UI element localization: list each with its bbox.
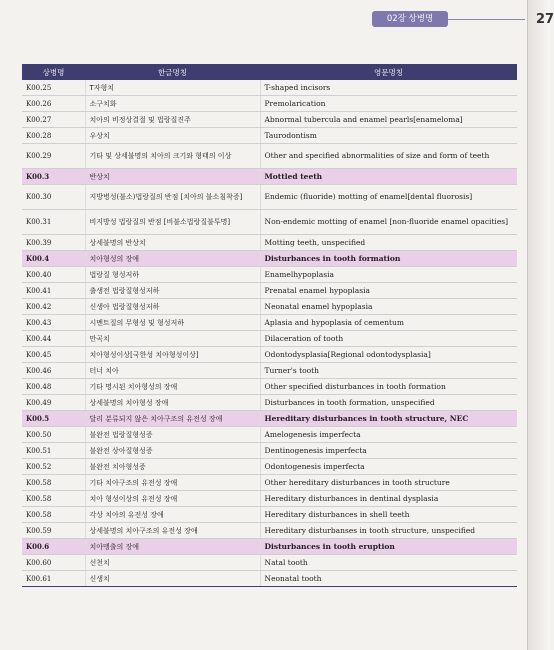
cell-korean-name: 치아의 비정상결절 및 법랑질진주 bbox=[85, 112, 260, 128]
table-row bbox=[22, 571, 517, 587]
cell-english-name: Taurodontism bbox=[260, 128, 517, 144]
cell-english-name: Neonatal tooth bbox=[260, 571, 517, 587]
cell-korean-name: 법랑질 형성저하 bbox=[85, 267, 260, 283]
cell-english-name: Turner's tooth bbox=[260, 363, 517, 379]
cell-code: K00.58 bbox=[22, 491, 85, 507]
cell-code: K00.46 bbox=[22, 363, 85, 379]
table-row bbox=[22, 185, 517, 210]
cell-korean-name: 불완전 법랑질형성증 bbox=[85, 427, 260, 443]
cell-english-name: Disturbances in tooth formation bbox=[260, 251, 517, 267]
cell-code: K00.58 bbox=[22, 507, 85, 523]
cell-english-name: T-shaped incisors bbox=[260, 80, 517, 96]
cell-code: K00.6 bbox=[22, 539, 85, 555]
cell-korean-name: 불완전 상아질형성증 bbox=[85, 443, 260, 459]
cell-english-name: Hereditary disturbances in shell teeth bbox=[260, 507, 517, 523]
cell-english-name: Amelogenesis imperfecta bbox=[260, 427, 517, 443]
cell-code: K00.42 bbox=[22, 299, 85, 315]
cell-english-name: Other hereditary disturbances in tooth structure bbox=[260, 475, 517, 491]
cell-code: K00.27 bbox=[22, 112, 85, 128]
page-edge bbox=[527, 0, 554, 650]
column-header-english-name: 영문명칭 bbox=[260, 64, 517, 80]
cell-english-name: Odontogenesis imperfecta bbox=[260, 459, 517, 475]
cell-korean-name: 기타 및 상세불명의 치아의 크기와 형태의 이상 bbox=[85, 144, 260, 169]
cell-code: K00.51 bbox=[22, 443, 85, 459]
cell-english-name: Other specified disturbances in tooth formation bbox=[260, 379, 517, 395]
cell-korean-name: 치아맹출의 장애 bbox=[85, 539, 260, 555]
table-row bbox=[22, 267, 517, 283]
cell-korean-name: 신생치 bbox=[85, 571, 260, 587]
table-row bbox=[22, 363, 517, 379]
cell-code: K00.61 bbox=[22, 571, 85, 587]
table-row bbox=[22, 144, 517, 169]
cell-korean-name: 상세불명의 반상치 bbox=[85, 235, 260, 251]
cell-english-name: Non-endemic motting of enamel [non-fluoride enamel opacities] bbox=[260, 210, 517, 235]
cell-korean-name: 선천치 bbox=[85, 555, 260, 571]
cell-code: K00.31 bbox=[22, 210, 85, 235]
cell-korean-name: 지방병성(불소)법랑질의 반점 [치아의 불소침착증] bbox=[85, 185, 260, 210]
table-row bbox=[22, 555, 517, 571]
cell-english-name: Odontodysplasia[Regional odontodysplasia] bbox=[260, 347, 517, 363]
cell-english-name: Hereditary disturbances in dentinal dysplasia bbox=[260, 491, 517, 507]
cell-code: K00.49 bbox=[22, 395, 85, 411]
cell-code: K00.4 bbox=[22, 251, 85, 267]
table-category-row bbox=[22, 169, 517, 185]
cell-korean-name: 상세불명의 치아구조의 유전성 장애 bbox=[85, 523, 260, 539]
cell-korean-name: 달리 분류되지 않은 치아구조의 유전성 장애 bbox=[85, 411, 260, 427]
cell-korean-name: 각상 치아의 유전성 장애 bbox=[85, 507, 260, 523]
cell-code: K00.52 bbox=[22, 459, 85, 475]
table-row bbox=[22, 427, 517, 443]
cell-code: K00.29 bbox=[22, 144, 85, 169]
cell-korean-name: 치아형성이상[국한성 치아형성이상] bbox=[85, 347, 260, 363]
cell-code: K00.26 bbox=[22, 96, 85, 112]
table-row bbox=[22, 507, 517, 523]
cell-code: K00.30 bbox=[22, 185, 85, 210]
table-row bbox=[22, 395, 517, 411]
cell-code: K00.3 bbox=[22, 169, 85, 185]
cell-code: K00.45 bbox=[22, 347, 85, 363]
cell-korean-name: 시멘트질의 무형성 및 형성저하 bbox=[85, 315, 260, 331]
chapter-tab: 02장 상병명 bbox=[372, 11, 448, 27]
cell-korean-name: 기타 치아구조의 유전성 장애 bbox=[85, 475, 260, 491]
table-category-row bbox=[22, 251, 517, 267]
cell-code: K00.48 bbox=[22, 379, 85, 395]
table-row bbox=[22, 96, 517, 112]
cell-korean-name: 출생전 법랑질형성저하 bbox=[85, 283, 260, 299]
table-row bbox=[22, 523, 517, 539]
cell-code: K00.28 bbox=[22, 128, 85, 144]
cell-english-name: Other and specified abnormalities of size and form of teeth bbox=[260, 144, 517, 169]
cell-korean-name: 기타 명시된 치아형성의 장애 bbox=[85, 379, 260, 395]
table-row bbox=[22, 331, 517, 347]
diagnosis-code-table bbox=[22, 64, 517, 587]
table-category-row bbox=[22, 411, 517, 427]
page-number: 27 bbox=[536, 12, 554, 27]
column-header-korean-name: 한글명칭 bbox=[85, 64, 260, 80]
cell-english-name: Neonatal enamel hypoplasia bbox=[260, 299, 517, 315]
table-row bbox=[22, 315, 517, 331]
table-row bbox=[22, 443, 517, 459]
cell-korean-name: 치아형성의 장애 bbox=[85, 251, 260, 267]
cell-english-name: Disturbances in tooth formation, unspecified bbox=[260, 395, 517, 411]
table-row bbox=[22, 112, 517, 128]
cell-korean-name: 소구치화 bbox=[85, 96, 260, 112]
table-row bbox=[22, 128, 517, 144]
cell-english-name: Premolarication bbox=[260, 96, 517, 112]
cell-code: K00.41 bbox=[22, 283, 85, 299]
cell-code: K00.59 bbox=[22, 523, 85, 539]
cell-code: K00.40 bbox=[22, 267, 85, 283]
cell-korean-name: 불완전 치아형성증 bbox=[85, 459, 260, 475]
cell-english-name: Abnormal tubercula and enamel pearls[enameloma] bbox=[260, 112, 517, 128]
cell-english-name: Dentinogenesis imperfecta bbox=[260, 443, 517, 459]
cell-code: K00.58 bbox=[22, 475, 85, 491]
table-row bbox=[22, 283, 517, 299]
cell-korean-name: 만곡치 bbox=[85, 331, 260, 347]
table-category-row bbox=[22, 539, 517, 555]
cell-korean-name: T자형치 bbox=[85, 80, 260, 96]
table-row bbox=[22, 210, 517, 235]
cell-english-name: Natal tooth bbox=[260, 555, 517, 571]
table-row bbox=[22, 235, 517, 251]
cell-english-name: Endemic (fluoride) motting of enamel[dental fluorosis] bbox=[260, 185, 517, 210]
table-row bbox=[22, 299, 517, 315]
cell-code: K00.50 bbox=[22, 427, 85, 443]
table-row bbox=[22, 379, 517, 395]
cell-code: K00.39 bbox=[22, 235, 85, 251]
cell-code: K00.43 bbox=[22, 315, 85, 331]
cell-korean-name: 치아 형성이상의 유전성 장애 bbox=[85, 491, 260, 507]
table-header-row bbox=[22, 64, 517, 80]
cell-english-name: Hereditary disturbances in tooth structure, NEC bbox=[260, 411, 517, 427]
cell-english-name: Motting teeth, unspecified bbox=[260, 235, 517, 251]
cell-english-name: Dilaceration of tooth bbox=[260, 331, 517, 347]
cell-english-name: Prenatal enamel hypoplasia bbox=[260, 283, 517, 299]
table-row bbox=[22, 80, 517, 96]
table-row bbox=[22, 475, 517, 491]
cell-english-name: Disturbances in tooth eruption bbox=[260, 539, 517, 555]
table-row bbox=[22, 459, 517, 475]
cell-code: K00.25 bbox=[22, 80, 85, 96]
cell-korean-name: 비지방성 법랑질의 반점 [비불소법랑질불투명] bbox=[85, 210, 260, 235]
cell-english-name: Enamelhypoplasia bbox=[260, 267, 517, 283]
cell-code: K00.5 bbox=[22, 411, 85, 427]
cell-korean-name: 우상치 bbox=[85, 128, 260, 144]
cell-korean-name: 신생아 법랑질형성저하 bbox=[85, 299, 260, 315]
cell-korean-name: 상세불명의 치아형성 장애 bbox=[85, 395, 260, 411]
cell-english-name: Mottled teeth bbox=[260, 169, 517, 185]
cell-english-name: Hereditary disturbanses in tooth structure, unspecified bbox=[260, 523, 517, 539]
table-row bbox=[22, 491, 517, 507]
cell-korean-name: 터너 치아 bbox=[85, 363, 260, 379]
column-header-code: 상병명 bbox=[22, 64, 85, 80]
cell-english-name: Aplasia and hypoplasia of cementum bbox=[260, 315, 517, 331]
table-row bbox=[22, 347, 517, 363]
cell-korean-name: 반상치 bbox=[85, 169, 260, 185]
cell-code: K00.60 bbox=[22, 555, 85, 571]
cell-code: K00.44 bbox=[22, 331, 85, 347]
